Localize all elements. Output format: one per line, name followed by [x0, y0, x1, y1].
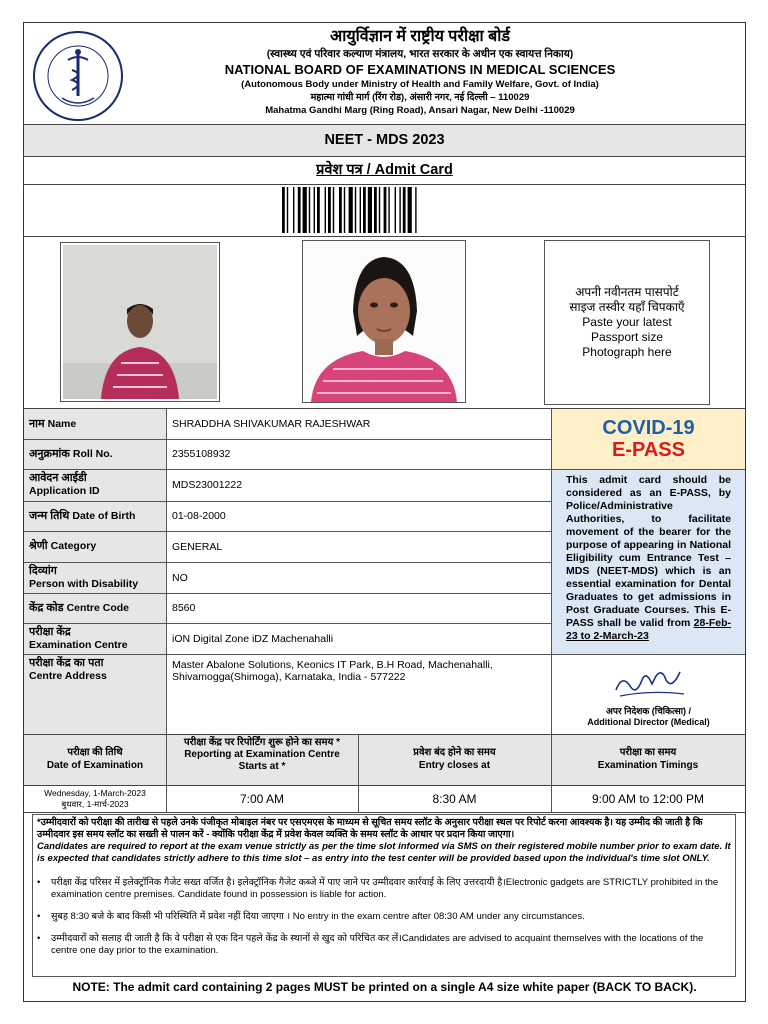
covid-title: COVID-19 — [602, 417, 695, 439]
reporting-time: 7:00 AM — [239, 792, 285, 806]
paste-photo-line-1: Paste your latest — [582, 315, 672, 329]
paste-photo-box — [544, 240, 710, 405]
instructions-box — [32, 814, 736, 977]
application-id-label: आवेदन आईडी Application ID — [29, 472, 100, 497]
epass-validity: 28-Feb-23 to 2-March-23 — [566, 617, 731, 642]
barcode — [280, 187, 490, 233]
roll-no-value: 2355108932 — [172, 448, 231, 460]
exam-centre-value: iON Digital Zone iDZ Machenahalli — [172, 632, 334, 645]
paste-photo-line-3: Photograph here — [582, 345, 672, 359]
roll-no-label: अनुक्रमांक Roll No. — [29, 447, 113, 460]
candidate-details — [24, 409, 551, 735]
address: Mahatma Gandhi Marg (Ring Road), Ansari Nagar, New Delhi -110029 — [265, 105, 575, 116]
org-name: NATIONAL BOARD OF EXAMINATIONS IN MEDICAL SCIENCES — [224, 62, 616, 77]
paste-photo-hindi-2: साइज तस्वीर यहाँ चिपकाएँ — [569, 300, 685, 314]
name-label: नाम Name — [29, 417, 77, 430]
paste-photo-hindi-1: अपनी नवीनतम पासपोर्ट — [575, 285, 679, 299]
paste-photo-line-2: Passport size — [590, 330, 664, 344]
instruction-bullet-location: • उम्मीदवारों को सलाह दी जाती है कि वे परीक्षा से एक दिन पहले केंद्र के स्थानों से खुद को परिचित कर लें।Candidates are advised to acquaint themselves with the locations of the centre one day prior to the examination. — [37, 933, 704, 956]
print-note: NOTE: The admit card containing 2 pages MUST be printed on a single A4 size white paper (BACK TO BACK). — [72, 980, 697, 994]
exam-centre-label: परीक्षा केंद्र Examination Centre — [29, 625, 128, 651]
disability-value: NO — [172, 571, 188, 584]
epass-text — [552, 470, 745, 654]
timings-header: परीक्षा का समय Examination Timings — [597, 747, 699, 771]
dob-label: जन्म तिथि Date of Birth — [29, 509, 136, 522]
covid-epass-header — [552, 409, 745, 469]
entry-closes-header: प्रवेश बंद होने का समय Entry closes at — [413, 747, 496, 771]
centre-address-label: परीक्षा केंद्र का पता Centre Address — [29, 657, 107, 682]
admit-card-title: प्रवेश पत्र / Admit Card — [316, 162, 453, 178]
centre-code-value: 8560 — [172, 602, 196, 614]
signature-title-hindi: अपर निदेशक (चिकित्सा) / — [605, 706, 692, 716]
entry-close-time: 8:30 AM — [432, 792, 477, 806]
reporting-header: परीक्षा केंद्र पर रिपोर्टिंग शुरू होने का समय * Reporting at Examination Centre Starts at * — [183, 737, 341, 772]
hindi-address: महात्मा गांधी मार्ग (रिंग रोड), अंसारी नगर, नई दिल्ली – 110029 — [310, 92, 530, 103]
slot-instruction: Candidates are required to report at the exam venue strictly as per the time slot informed via SMS on their registered mobile number prior to exam date. It is expected that candidates strictly adhere to this time slot – as entry into the test center will be provided based upon the individual's time slot ONLY. — [37, 841, 731, 864]
epass-title: E-PASS — [612, 439, 685, 461]
exam-title: NEET - MDS 2023 — [24, 125, 745, 156]
date-header: परीक्षा की तिथि Date of Examination — [46, 747, 144, 771]
exam-date: Wednesday, 1-March-2023 बुधवार, 1-मार्च-2023 — [44, 788, 146, 809]
category-label: श्रेणी Category — [29, 540, 97, 552]
nbems-logo — [32, 30, 124, 122]
hindi-subtitle: (स्वास्थ्य एवं परिवार कल्याण मंत्रालय, भारत सरकार के अधीन एक स्वायत्त निकाय) — [266, 48, 574, 60]
name-value: SHRADDHA SHIVAKUMAR RAJESHWAR — [172, 418, 371, 430]
centre-code-label: केंद्र कोड Centre Code — [29, 601, 130, 614]
candidate-photo — [302, 240, 466, 403]
instruction-bullet-entry: • सुबह 8:30 बजे के बाद किसी भी परिस्थिति में प्रवेश नहीं दिया जाएगा । No entry in the exam centre after 08:30 AM under any circumstances. — [37, 911, 585, 922]
centre-address-value: Master Abalone Solutions, Keonics IT Park, B.H Road, Machenahalli, Shivamogga(Shimoga), Karnataka, India - 577222 — [172, 659, 493, 683]
application-id-value: MDS23001222 — [172, 479, 243, 491]
disability-label: दिव्यांग Person with Disability — [29, 564, 139, 590]
exam-timings: 9:00 AM to 12:00 PM — [591, 792, 705, 806]
signature-title: Additional Director (Medical) — [587, 717, 710, 727]
slot-instruction-hindi: *उम्मीदवारों को परीक्षा की तारीख से पहले उनके पंजीकृत मोबाइल नंबर पर एसएमएस के माध्यम से सूचित समय स्लॉट के अनुसार परीक्षा स्थल पर रिपोर्ट करना आवश्यक है। यह उम्मीद की जाती है कि उम्मीदवार इस समय स्लॉट का सख्ती से पालन करें - क्योंकि परीक्षा केंद्र में प्रवेश केवल व्यक्ति के समय स्लॉट के आधार पर प्रदान किया जाएगा। — [37, 817, 703, 840]
instruction-bullet-gadgets: • परीक्षा केंद्र परिसर में इलेक्ट्रॉनिक गैजेट सख्त वर्जित है। इलेक्ट्रॉनिक गैजेट कब्जे में पाए जाने पर उम्मीदवार कार्रवाई के लिए उत्तरदायी है।Electronic gadgets are STRICTLY prohibited in the examination centre premises. Candidate found in possession is liable for action. — [37, 877, 719, 900]
dob-value: 01-08-2000 — [172, 510, 226, 522]
category-value: GENERAL — [172, 540, 223, 553]
hindi-title: आयुर्विज्ञान में राष्ट्रीय परीक्षा बोर्ड — [330, 28, 510, 45]
candidate-photo-small — [60, 242, 220, 402]
director-signature — [610, 660, 690, 702]
epass-description: This admit card should be considered as an E-PASS, by Police/Administrative Authorities, to facilitate movement of the bearer for the purpose of appearing in National Eligibility cum Entrance Test – MDS (NEET-MDS) which is an essential examination for Dental Graduates to get admissions in Post Graduate Courses. This E-PASS shall be valid from — [566, 474, 731, 629]
org-subtitle: (Autonomous Body under Ministry of Health and Family Welfare, Govt. of India) — [241, 79, 599, 90]
